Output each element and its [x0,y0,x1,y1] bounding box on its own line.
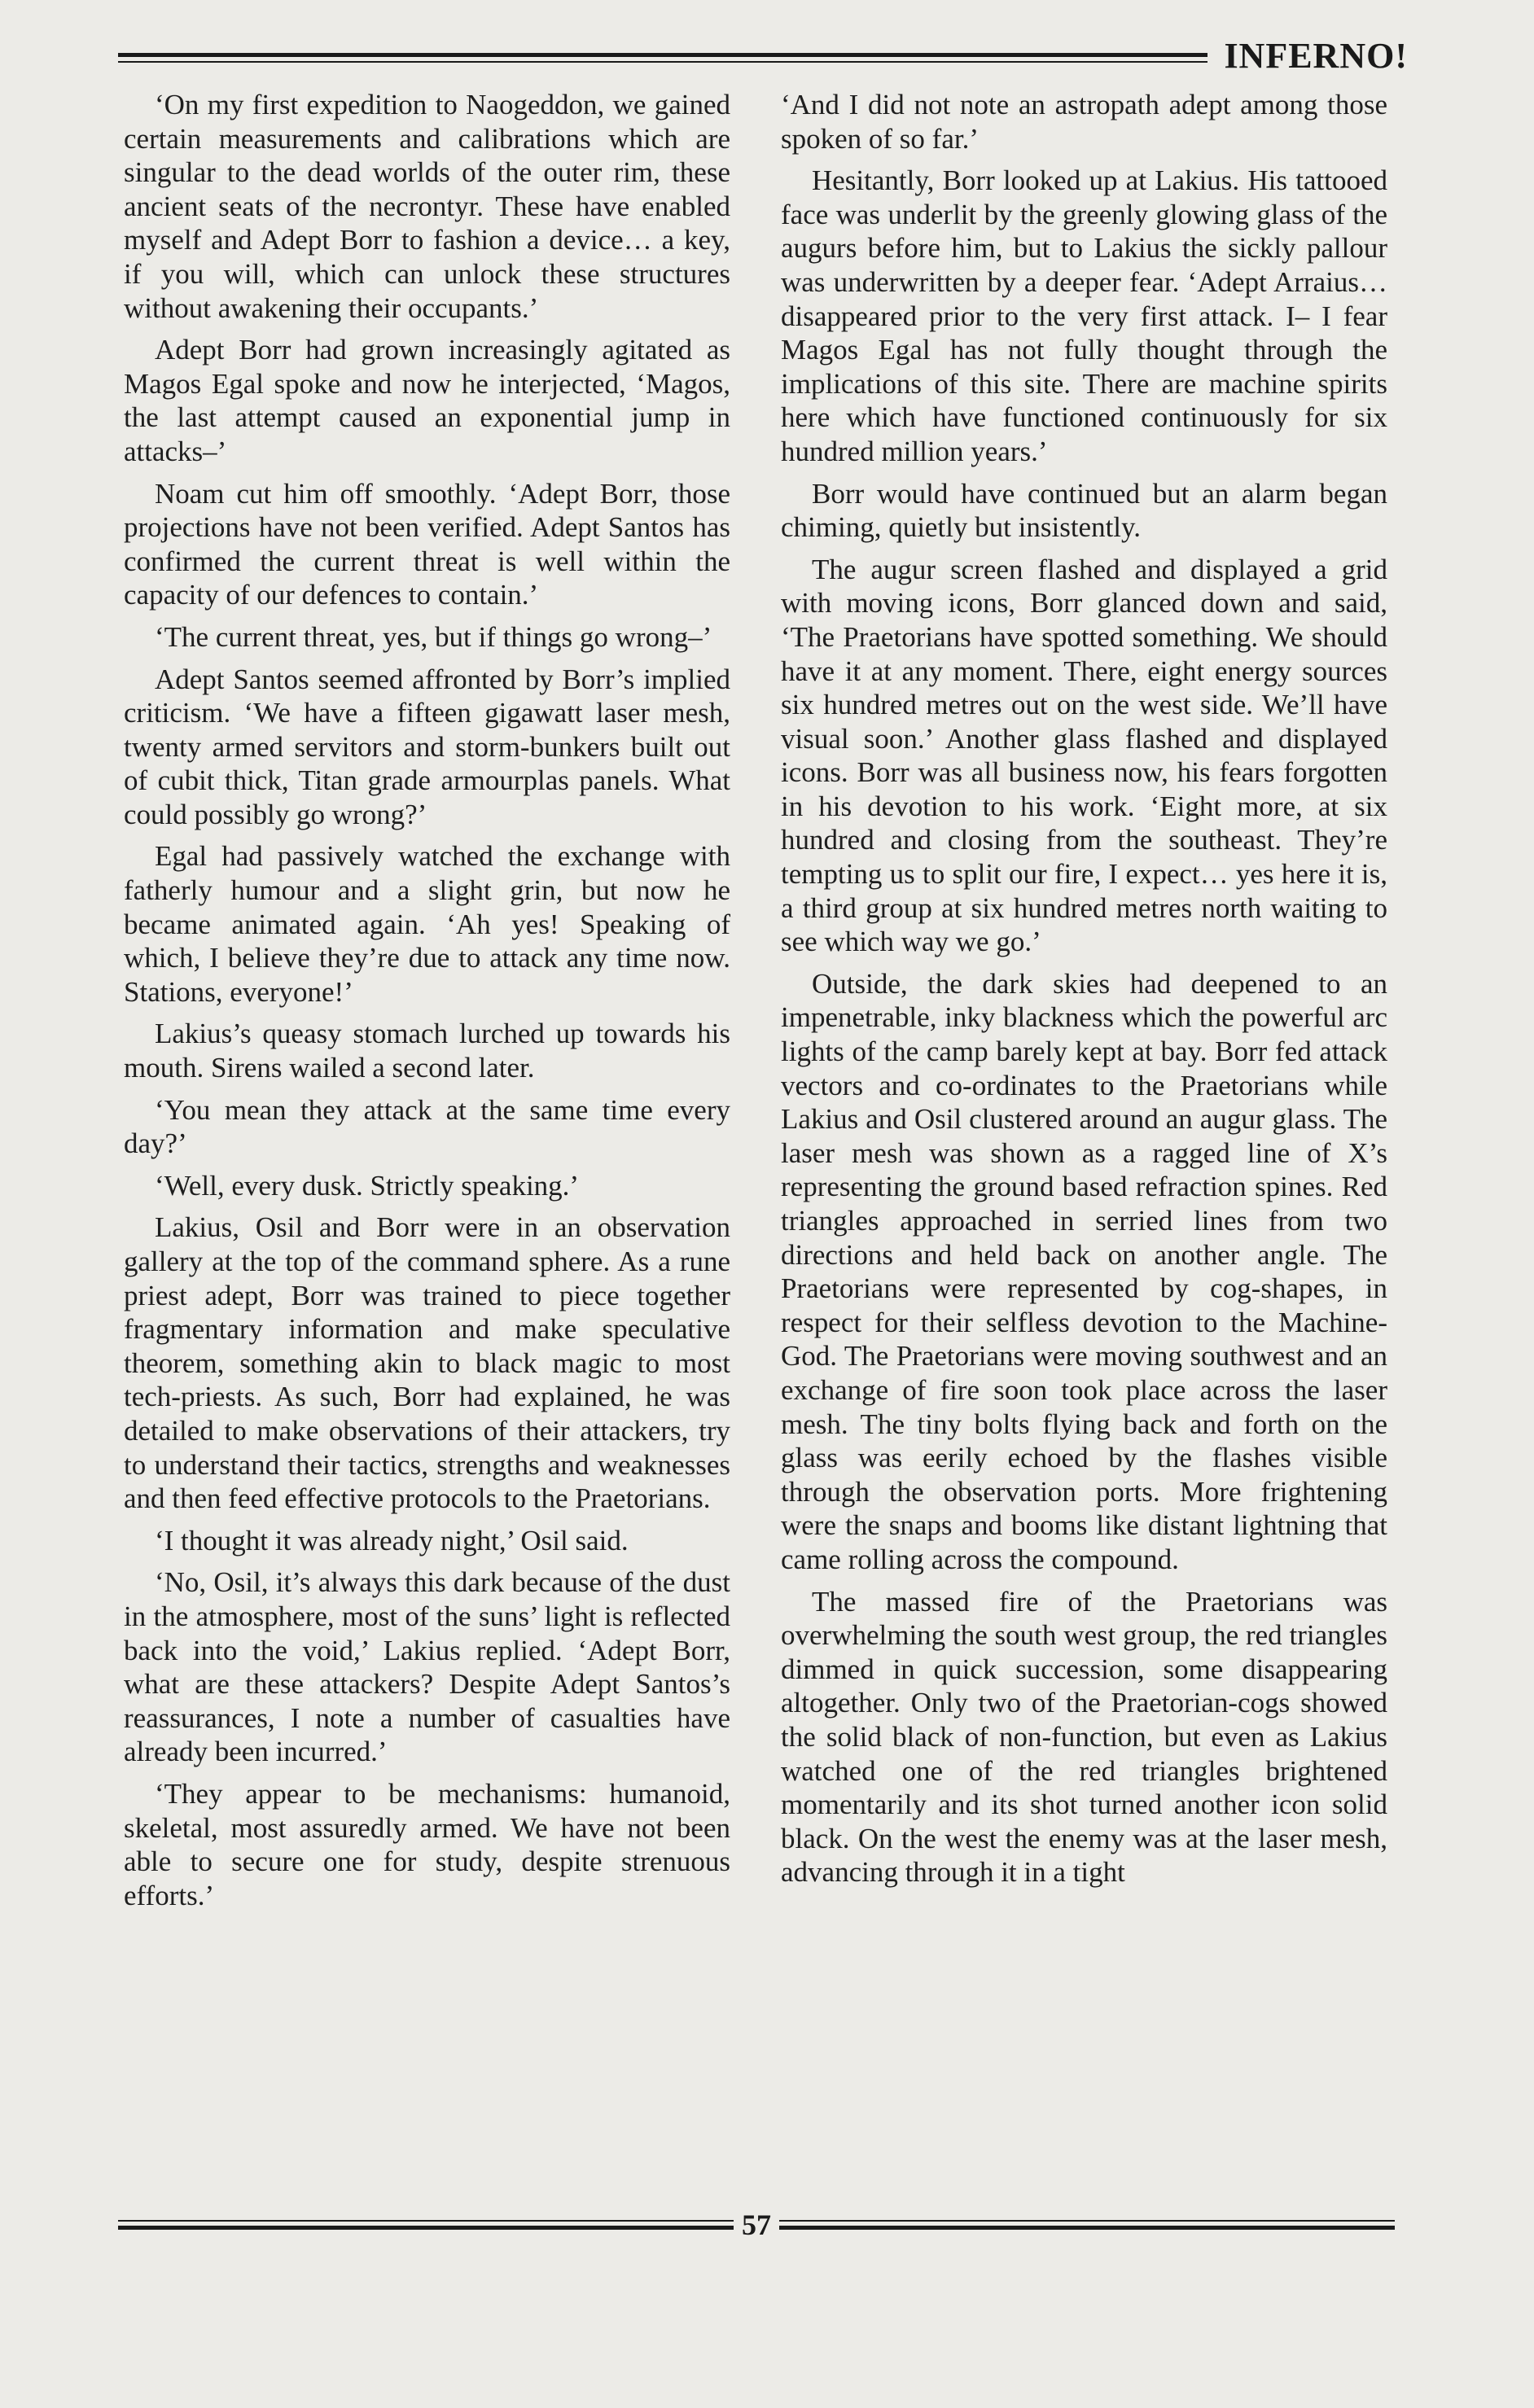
paragraph: The augur screen flashed and displayed a grid with moving icons, Borr glanced down and said, ‘The Praetorians have spotted something. We should have it at any moment. There, eight energy sources six hundred metres out on the west side. We’ll have visual soon.’ Another glass flashed and displayed icons. Borr was all business now, his fears forgotten in his devotion to his work. ‘Eight more, at six hundred and closing from the southeast. They’re tempting us to split our fire, I expect… yes here it is, a third group at six hundred metres north waiting to see which way we go.’ [781,553,1387,958]
paragraph: ‘The current threat, yes, but if things go wrong–’ [155,620,712,653]
paragraph: ‘On my first expedition to Naogeddon, we gained certain measurements and calibrations which are singular to the dead worlds of the outer rim, these ancient seats of the necrontyr. These have enabled myself and Adept Borr to fashion a device… a key, if you will, which can unlock these structures without awakening their occupants.’ [124,89,730,324]
paragraph: The massed fire of the Praetorians was overwhelming the south west group, the red triangles dimmed in quick succession, some disappearing altogether. Only two of the Praetorian-cogs showed the solid black of non-function, but even as Lakius watched one of the red triangles brightened momentarily and its shot turned another icon solid black. On the west the enemy was at the laser mesh, advancing through it in a tight [781,1585,1387,1889]
page-number: 57 [742,2209,771,2241]
paragraph: Lakius’s queasy stomach lurched up towards his mouth. Sirens wailed a second later. [124,1018,730,1084]
paragraph: Noam cut him off smoothly. ‘Adept Borr, those projections have not been verified. Adept Santos has confirmed the current threat is well within the capacity of our defences to contain.’ [124,477,730,611]
paragraph: Hesitantly, Borr looked up at Lakius. His tattooed face was underlit by the greenly glowing glass of the augurs before him, but to Lakius the sickly pallour was underwritten by a deeper fear. ‘Adept Arraius… disappeared prior to the very first attack. I– I fear Magos Egal has not fully thought through the implications of this site. There are machine spirits here which have functioned continuously for six hundred million years.’ [781,164,1387,467]
paragraph: ‘And I did not note an astropath adept among those spoken of so far.’ [781,89,1387,155]
paragraph: Lakius, Osil and Borr were in an observation gallery at the top of the command sphere. As a rune priest adept, Borr was trained to piece together fragmentary information and make speculative theorem, something akin to black magic to most tech-priests. As such, Borr had explained, he was detailed to make observations of their attackers, try to understand their tactics, strengths and weaknesses and then feed effective protocols to the Praetorians. [124,1211,730,1515]
right-column [781,88,1387,1898]
running-title: INFERNO! [1224,35,1408,76]
footer-rule-right [779,2220,1395,2230]
page-footer [118,2204,1395,2245]
page-header [118,31,1408,80]
paragraph: Borr would have continued but an alarm began chiming, quietly but insistently. [781,477,1387,544]
paragraph: Egal had passively watched the exchange with fatherly humour and a slight grin, but now he became animated again. ‘Ah yes! Speaking of which, I believe they’re due to attack any time now. Stations, everyone!’ [124,840,730,1008]
footer-rule-left [118,2220,734,2230]
header-rule [118,53,1207,63]
paragraph: ‘I thought it was already night,’ Osil said. [155,1524,629,1556]
paragraph: Adept Borr had grown increasingly agitated as Magos Egal spoke and now he interjected, ‘Magos, the last attempt caused an exponential jump in attacks–’ [124,334,730,467]
paragraph: ‘They appear to be mechanisms: humanoid, skeletal, most assuredly armed. We have not been able to secure one for study, despite strenuous efforts.’ [124,1777,730,1911]
paragraph: ‘You mean they attack at the same time every day?’ [124,1093,730,1160]
paragraph: Outside, the dark skies had deepened to an impenetrable, inky blackness which the powerful arc lights of the camp barely kept at bay. Borr fed attack vectors and co-ordinates to the Praetorians while Lakius and Osil clustered around an augur glass. The laser mesh was shown as a ragged line of X’s representing the ground based refraction spines. Red triangles approached in serried lines from two directions and held back on another angle. The Praetorians were represented by cog-shapes, in respect for their selfless devotion to the Machine-God. The Praetorians were moving southwest and an exchange of fire soon took place across the laser mesh. The tiny bolts flying back and forth on the glass was eerily echoed by the flashes visible through the observation ports. More frightening were the snaps and booms like distant lightning that came rolling across the compound. [781,967,1387,1575]
paragraph: ‘Well, every dusk. Strictly speaking.’ [155,1169,580,1202]
paragraph: ‘No, Osil, it’s always this dark because of the dust in the atmosphere, most of the suns’ light is reflected back into the void,’ Lakius replied. ‘Adept Borr, what are these attackers? Despite Adept Santos’s reassurances, I note a number of casualties have already been incurred.’ [124,1566,730,1768]
paragraph: Adept Santos seemed affronted by Borr’s implied criticism. ‘We have a fifteen gigawatt laser mesh, twenty armed servitors and storm-bunkers built out of cubit thick, Titan grade armourplas panels. What could possibly go wrong?’ [124,663,730,830]
left-column [124,88,730,1920]
